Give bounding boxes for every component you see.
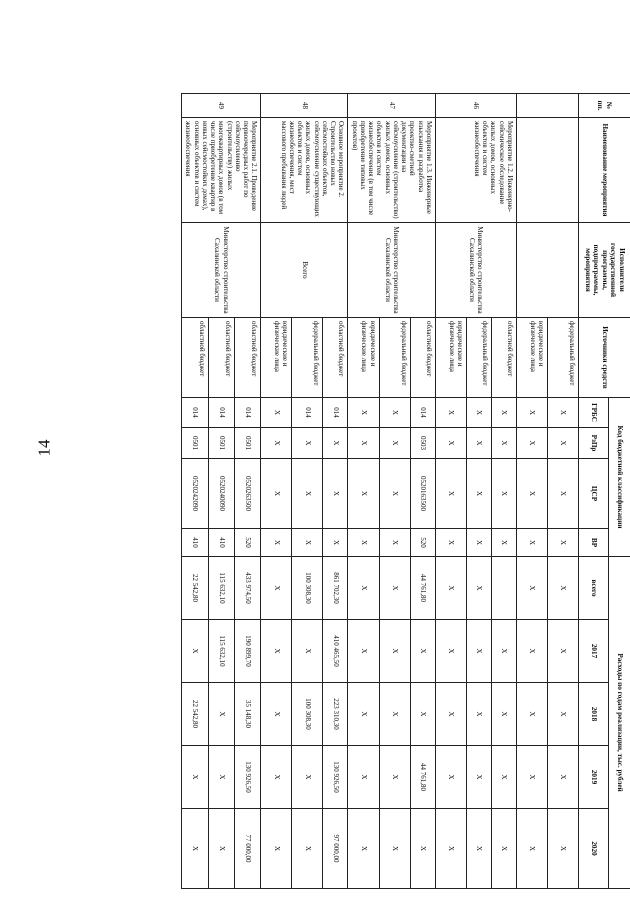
cell-source: федеральный бюджет	[292, 318, 323, 398]
cell-vr: 520	[235, 529, 261, 557]
cell-no: 48	[261, 94, 348, 118]
cell-2020: X	[410, 809, 435, 889]
cell-name: Мероприятие 1.2. Инженерно-сейсмическое обследование жилых домов, основных объектов и систем жизнеобеспечения	[436, 118, 517, 223]
cell-grbs: 014	[410, 398, 435, 428]
cell-total: X	[517, 557, 548, 620]
cell-grbs: 014	[208, 398, 234, 428]
cell-csr: 0520242090	[182, 459, 208, 529]
cell-2020: 77 000,00	[235, 809, 261, 889]
cell-source: областной бюджет	[235, 318, 261, 398]
cell-exec: Всего	[261, 223, 348, 318]
cell-csr: X	[436, 459, 467, 529]
cell-2019: X	[208, 746, 234, 809]
cell-total: 433 974,50	[235, 557, 261, 620]
table-row	[323, 94, 348, 889]
cell-csr: 0520240090	[208, 459, 234, 529]
cell-2019: X	[379, 746, 410, 809]
cell-2019: X	[467, 746, 492, 809]
cell-source: юридические и физические лица	[517, 318, 548, 398]
header-source: Источники средств	[579, 318, 630, 398]
header-no: № пп.	[579, 94, 630, 118]
cell-2017: X	[261, 620, 292, 683]
cell-grbs: X	[379, 398, 410, 428]
cell-rzpr: X	[467, 428, 492, 459]
cell-2020: X	[208, 809, 234, 889]
cell-2018: X	[348, 683, 379, 746]
cell-no: 49	[182, 94, 261, 118]
header-csr: ЦСР	[579, 459, 609, 529]
cell-grbs: X	[492, 398, 517, 428]
cell-rzpr: X	[548, 428, 579, 459]
cell-name: Мероприятие 1.3. Инженерные изыскания и разработка проектно-сметной документации на сейсмоусиление (строительство) жилых домов, основных объектов и систем жизнеобеспечения (в том числе приобретение типовых проектов)	[348, 118, 436, 223]
cell-2020: X	[379, 809, 410, 889]
table-row	[235, 94, 261, 889]
cell-2020: X	[492, 809, 517, 889]
cell-source: областной бюджет	[208, 318, 234, 398]
cell-csr: 0520263500	[235, 459, 261, 529]
cell-csr: X	[379, 459, 410, 529]
table-row	[548, 94, 579, 889]
cell-2018: 22 542,80	[182, 683, 208, 746]
cell-2017: 115 632,10	[208, 620, 234, 683]
cell-2017: X	[410, 620, 435, 683]
cell-source: областной бюджет	[492, 318, 517, 398]
cell-name: Мероприятие 2.1. Проведение первоочередных работ по сейсмоусилению (строительству) жилых многоквартирных домов (в том числе приобретение квартир в новых сейсмостойких домах), основных объектов и систем жизнеобеспечения	[182, 118, 261, 223]
cell-2020: X	[348, 809, 379, 889]
cell-rzpr: X	[292, 428, 323, 459]
cell-source: юридические и физические лица	[348, 318, 379, 398]
cell-grbs: X	[467, 398, 492, 428]
cell-total: 861 702,30	[323, 557, 348, 620]
budget-table	[181, 93, 630, 889]
cell-source: областной бюджет	[323, 318, 348, 398]
cell-grbs: X	[548, 398, 579, 428]
cell-2020: X	[436, 809, 467, 889]
cell-vr: X	[261, 529, 292, 557]
cell-total: X	[348, 557, 379, 620]
header-grbs: ГРБС	[579, 398, 609, 428]
cell-source: юридические и физические лица	[261, 318, 292, 398]
cell-vr: X	[348, 529, 379, 557]
cell-name-cont	[517, 118, 579, 223]
cell-2018: X	[467, 683, 492, 746]
cell-2020: X	[182, 809, 208, 889]
cell-vr: 410	[182, 529, 208, 557]
cell-total: X	[436, 557, 467, 620]
cell-2019: X	[261, 746, 292, 809]
cell-2019: X	[517, 746, 548, 809]
cell-2019: 44 761,80	[410, 746, 435, 809]
header-2020: 2020	[579, 809, 609, 889]
header-total: всего	[579, 557, 609, 620]
page-number: 14	[34, 439, 54, 457]
cell-2020: X	[517, 809, 548, 889]
cell-csr: X	[323, 459, 348, 529]
cell-source: федеральный бюджет	[467, 318, 492, 398]
cell-2017: 410 465,50	[323, 620, 348, 683]
cell-2017: X	[182, 620, 208, 683]
cell-vr: X	[467, 529, 492, 557]
rotated-page	[181, 93, 630, 889]
cell-grbs: X	[436, 398, 467, 428]
cell-2018: X	[261, 683, 292, 746]
cell-csr: X	[548, 459, 579, 529]
cell-rzpr: 0503	[410, 428, 435, 459]
cell-csr: X	[467, 459, 492, 529]
cell-2019: 130 926,50	[323, 746, 348, 809]
cell-2018: X	[208, 683, 234, 746]
cell-total: X	[261, 557, 292, 620]
cell-total: 22 542,80	[182, 557, 208, 620]
cell-vr: X	[323, 529, 348, 557]
cell-2020: X	[261, 809, 292, 889]
header-2018: 2018	[579, 683, 609, 746]
header-vr: ВР	[579, 529, 609, 557]
cell-rzpr: X	[517, 428, 548, 459]
header-2019: 2019	[579, 746, 609, 809]
cell-vr: 520	[410, 529, 435, 557]
cell-2019: 130 926,50	[235, 746, 261, 809]
cell-csr: X	[261, 459, 292, 529]
cell-csr: X	[348, 459, 379, 529]
cell-2018: 223 310,30	[323, 683, 348, 746]
cell-vr: X	[436, 529, 467, 557]
cell-total: X	[548, 557, 579, 620]
cell-2020: X	[548, 809, 579, 889]
table-row	[492, 94, 517, 889]
cell-vr: X	[379, 529, 410, 557]
cell-2019: X	[182, 746, 208, 809]
cell-rzpr: X	[492, 428, 517, 459]
cell-csr: 0520163500	[410, 459, 435, 529]
cell-grbs: 014	[292, 398, 323, 428]
cell-2018: X	[436, 683, 467, 746]
cell-2018: 35 148,30	[235, 683, 261, 746]
cell-source: областной бюджет	[182, 318, 208, 398]
header-executor: Исполнители государственной программы, подпрограммы, мероприятия	[579, 223, 630, 318]
cell-total	[492, 557, 517, 620]
cell-rzpr: 0501	[235, 428, 261, 459]
cell-total: 115 632,10	[208, 557, 234, 620]
cell-2018: X	[548, 683, 579, 746]
cell-total: 44 761,80	[410, 557, 435, 620]
cell-2017: X	[517, 620, 548, 683]
cell-2017: X	[467, 620, 492, 683]
cell-2017: X	[436, 620, 467, 683]
cell-source: областной бюджет	[410, 318, 435, 398]
cell-grbs: 014	[182, 398, 208, 428]
table-row	[410, 94, 435, 889]
cell-source: федеральный бюджет	[548, 318, 579, 398]
header-rzpr: РзПр	[579, 428, 609, 459]
cell-2018: X	[492, 683, 517, 746]
cell-2018: X	[517, 683, 548, 746]
cell-vr: X	[548, 529, 579, 557]
cell-rzpr: 0501	[182, 428, 208, 459]
cell-vr: 410	[208, 529, 234, 557]
cell-grbs: 014	[323, 398, 348, 428]
cell-2017: X	[379, 620, 410, 683]
cell-2017: X	[292, 620, 323, 683]
cell-rzpr: 0501	[208, 428, 234, 459]
cell-rzpr: X	[261, 428, 292, 459]
cell-2020: X	[467, 809, 492, 889]
cell-source: федеральный бюджет	[379, 318, 410, 398]
cell-2020: 97 000,00	[323, 809, 348, 889]
cell-exec: Министерство строительства Сахалинской области	[436, 223, 517, 318]
cell-rzpr: X	[379, 428, 410, 459]
cell-total: X	[379, 557, 410, 620]
cell-csr: X	[517, 459, 548, 529]
header-budget-code: Код бюджетной классификации	[609, 398, 630, 557]
cell-2019: X	[548, 746, 579, 809]
cell-2017: X	[348, 620, 379, 683]
cell-vr: X	[292, 529, 323, 557]
cell-2018: X	[379, 683, 410, 746]
cell-csr: X	[292, 459, 323, 529]
cell-vr: X	[492, 529, 517, 557]
cell-rzpr: X	[348, 428, 379, 459]
header-expenses: Расходы по годам реализации, тыс. рублей	[609, 557, 630, 889]
cell-total: X	[467, 557, 492, 620]
cell-grbs: 014	[235, 398, 261, 428]
cell-no: 46	[436, 94, 517, 118]
header-2017: 2017	[579, 620, 609, 683]
cell-no-cont	[517, 94, 579, 118]
cell-grbs: X	[517, 398, 548, 428]
cell-source: юридические и физические лица	[436, 318, 467, 398]
cell-no: 47	[348, 94, 436, 118]
cell-2017: 190 899,70	[235, 620, 261, 683]
cell-2019: X	[492, 746, 517, 809]
cell-2019: X	[348, 746, 379, 809]
cell-exec-cont	[517, 223, 579, 318]
cell-2017: X	[548, 620, 579, 683]
cell-grbs: X	[348, 398, 379, 428]
cell-exec: Министерство строительства Сахалинской области	[182, 223, 261, 318]
cell-rzpr: X	[323, 428, 348, 459]
cell-rzpr: X	[436, 428, 467, 459]
cell-csr: X	[492, 459, 517, 529]
cell-2019: X	[292, 746, 323, 809]
cell-grbs: X	[261, 398, 292, 428]
cell-exec: Министерство строительства Сахалинской области	[348, 223, 436, 318]
cell-2020: X	[292, 809, 323, 889]
cell-2018: 100 308,30	[292, 683, 323, 746]
cell-name: Основное мероприятие 2. Строительство новых сейсмостойких объектов, сейсмоусиление существующих жилых домов, основных объектов и систем жизнеобеспечения, мест массового пребывания людей	[261, 118, 348, 223]
cell-2019: X	[436, 746, 467, 809]
cell-2018: X	[410, 683, 435, 746]
cell-total: 100 308,30	[292, 557, 323, 620]
header-name: Наименование мероприятия	[579, 118, 630, 223]
cell-2017: X	[492, 620, 517, 683]
cell-vr: X	[517, 529, 548, 557]
